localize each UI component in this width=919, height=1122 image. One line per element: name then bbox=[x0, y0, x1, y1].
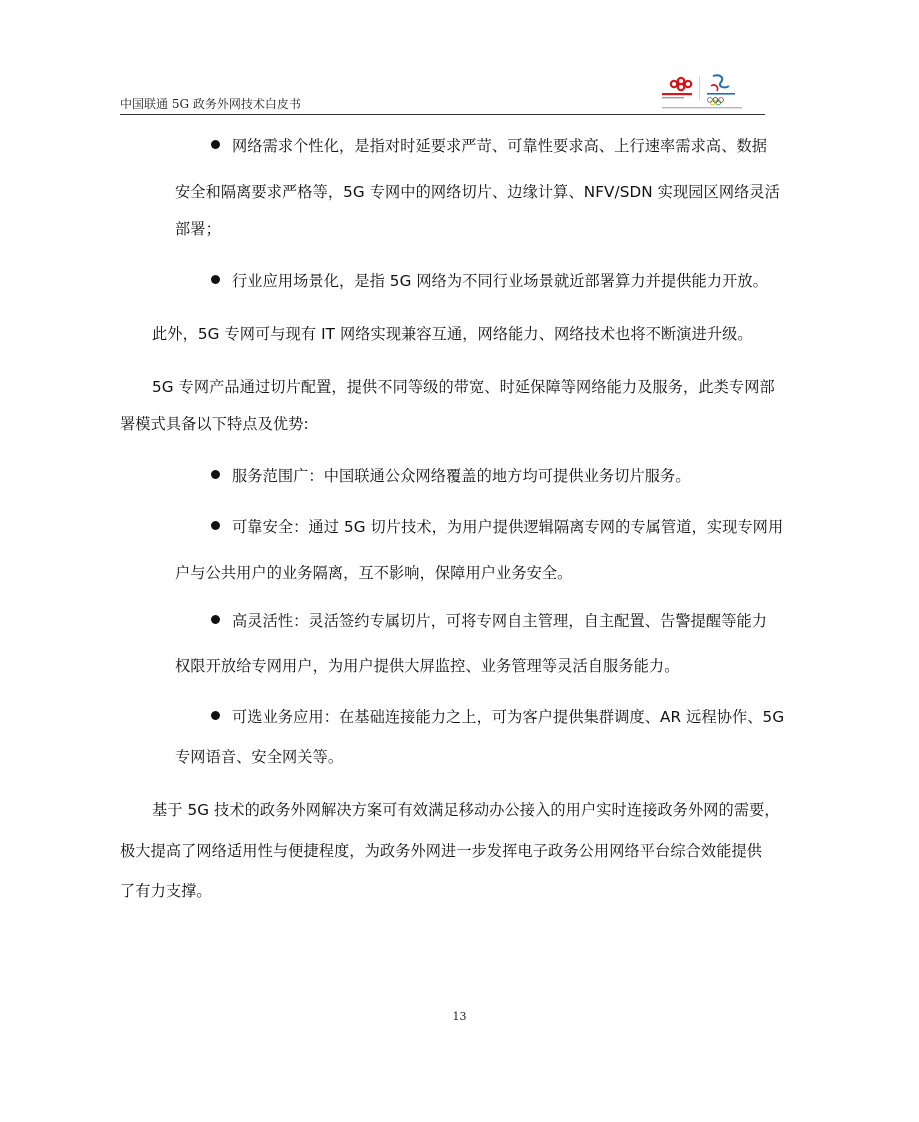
bullet-text: 行业应用场景化，是指 5G 网络为不同行业场景就近部署算力并提供能力开放。 bbox=[232, 272, 768, 290]
bullet-text: 可选业务应用：在基础连接能力之上，可为客户提供集群调度、AR 远程协作、5G bbox=[232, 708, 785, 726]
bullet-dot bbox=[211, 711, 220, 720]
paragraph-text: 安全和隔离要求严格等，5G 专网中的网络切片、边缘计算、NFV/SDN 实现园区网络灵活 bbox=[175, 183, 780, 201]
paragraph-text: 极大提高了网络适用性与便捷程度，为政务外网进一步发挥电子政务公用网络平台综合效能提供 bbox=[120, 842, 763, 860]
china-unicom-beijing-2022-logo-icon bbox=[659, 72, 751, 112]
paragraph-text: 专网语音、安全网关等。 bbox=[175, 748, 344, 766]
bullet-dot bbox=[211, 470, 220, 479]
bullet-text: 高灵活性：灵活签约专属切片，可将专网自主管理，自主配置、告警提醒等能力 bbox=[232, 612, 768, 630]
paragraph-text: 5G 专网产品通过切片配置，提供不同等级的带宽、时延保障等网络能力及服务，此类专网部 bbox=[152, 378, 775, 396]
brand-logos bbox=[659, 72, 751, 112]
paragraph-text: 了有力支撑。 bbox=[120, 882, 212, 900]
paragraph-text: 户与公共用户的业务隔离，互不影响，保障用户业务安全。 bbox=[175, 564, 573, 582]
bullet-text: 网络需求个性化，是指对时延要求严苛、可靠性要求高、上行速率需求高、数据 bbox=[232, 137, 768, 155]
paragraph-text: 署模式具备以下特点及优势: bbox=[120, 415, 309, 433]
bullet-dot bbox=[211, 615, 220, 624]
bullet-dot bbox=[211, 275, 220, 284]
bullet-text: 服务范围广：中国联通公众网络覆盖的地方均可提供业务切片服务。 bbox=[232, 467, 691, 485]
paragraph-text: 权限开放给专网用户，为用户提供大屏监控、业务管理等灵活自服务能力。 bbox=[175, 657, 680, 675]
paragraph-text: 基于 5G 技术的政务外网解决方案可有效满足移动办公接入的用户实时连接政务外网的需要， bbox=[152, 801, 780, 819]
page-number: 13 bbox=[452, 1010, 467, 1023]
bullet-dot bbox=[211, 521, 220, 530]
page-header bbox=[120, 70, 765, 115]
paragraph-text: 此外，5G 专网可与现有 IT 网络实现兼容互通，网络能力、网络技术也将不断演进升级。 bbox=[152, 325, 753, 343]
paragraph-text: 部署； bbox=[175, 220, 221, 238]
header-title: 中国联通 5G 政务外网技术白皮书 bbox=[120, 97, 301, 111]
bullet-dot bbox=[211, 140, 220, 149]
bullet-text: 可靠安全：通过 5G 切片技术，为用户提供逻辑隔离专网的专属管道，实现专网用 bbox=[232, 518, 784, 536]
